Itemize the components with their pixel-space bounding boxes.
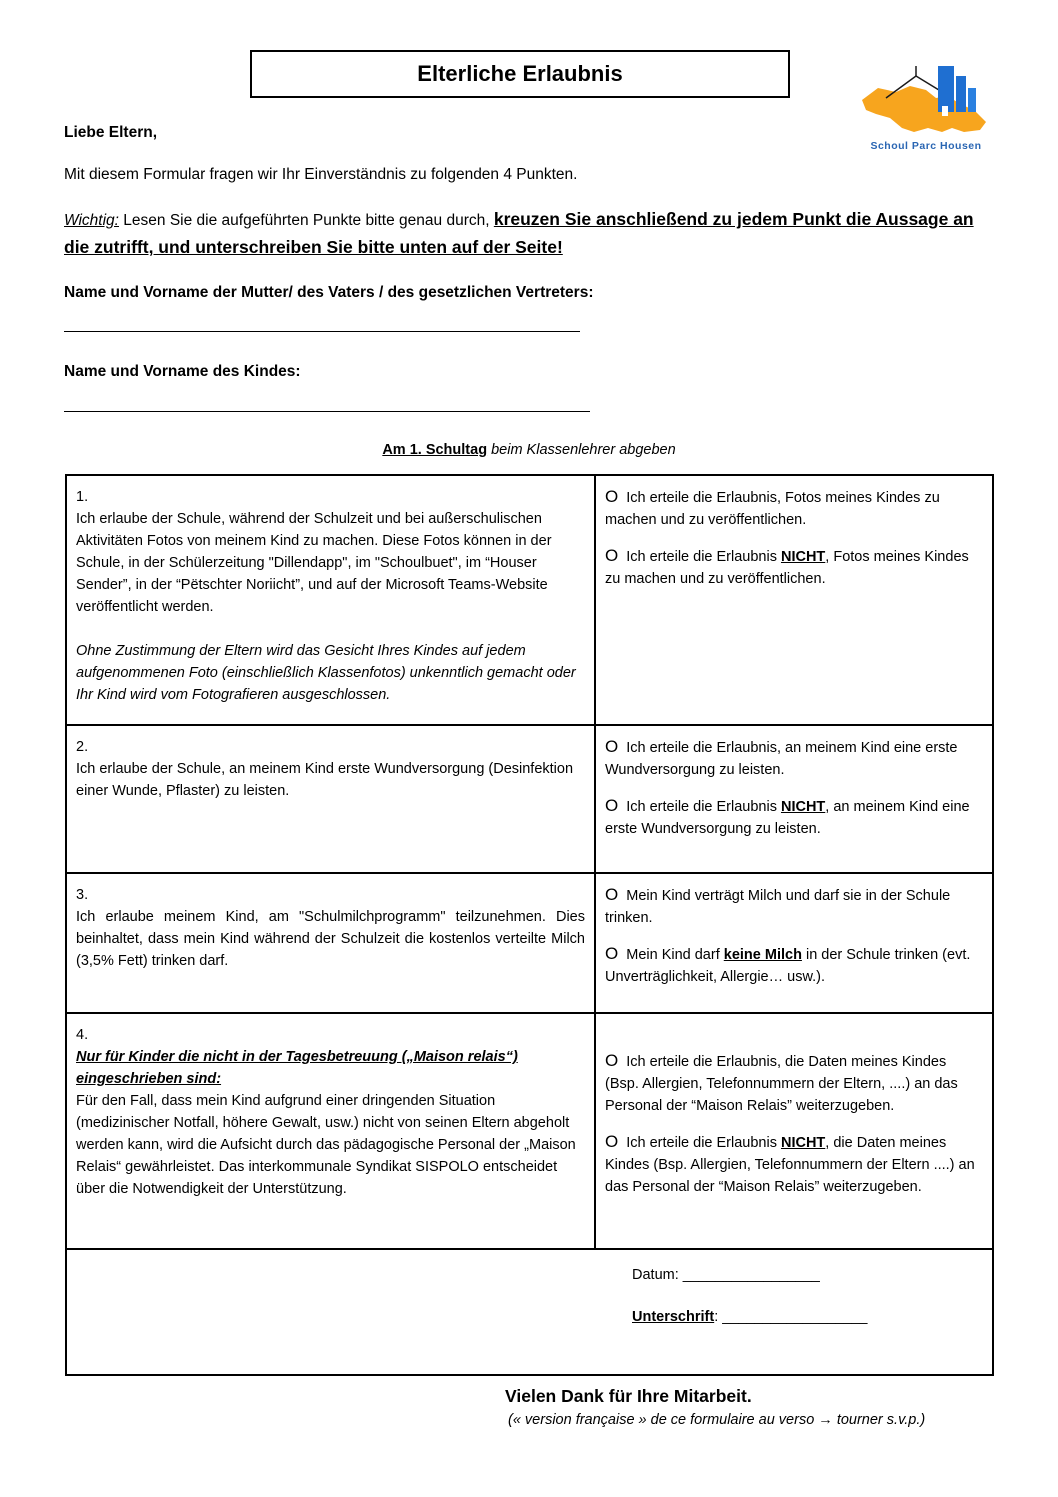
checkbox-circle-icon[interactable]: O (605, 1051, 619, 1070)
section-row (66, 873, 993, 1013)
signature-colon: : (714, 1309, 723, 1325)
option-no-rest: , an meinem Kind eine erste Wundversorgung zu leisten. (605, 799, 970, 837)
option-no-rest: , die Daten meines Kindes (Bsp. Allergien, Telefonnummern der Eltern ....) an das Personal der “Maison Relais” weiterzugeben. (605, 1135, 975, 1195)
deadline-note (0, 442, 1058, 458)
section-number: 2. (76, 739, 89, 755)
option-no[interactable] (605, 1131, 983, 1198)
section-description (66, 873, 595, 1013)
section-heading: Nur für Kinder die nicht in der Tagesbetreuung („Maison relais“) eingeschrieben sind: (76, 1049, 518, 1087)
important-notice (64, 206, 974, 262)
option-yes[interactable] (605, 486, 983, 531)
option-yes-text: Ich erteile die Erlaubnis, die Daten meines Kindes (Bsp. Allergien, Telefonnummern der Eltern, ....) an das Personal der “Maison Relais” weiterzugeben. (605, 1054, 958, 1114)
date-label: Datum: (632, 1267, 683, 1283)
section-text: Ich erlaube meinem Kind, am "Schulmilchprogramm" teilzunehmen. Dies beinhaltet, dass mein Kind während der Schulzeit die kostenlos verteilte Milch (3,5% Fett) trinken darf. (76, 909, 585, 969)
date-line[interactable]: _________________ (682, 1267, 820, 1283)
footer-french-note: (« version française » de ce formulaire au verso → tourner s.v.p.) (508, 1412, 926, 1428)
section-description (66, 475, 595, 725)
important-emphasis: kreuzen Sie anschließend zu jedem Punkt die Aussage an die zutrifft, und unterschreiben Sie bitte unten auf der Seite! (64, 209, 974, 257)
signature-row (66, 1249, 993, 1375)
signature-cell (66, 1249, 993, 1375)
signature-field[interactable] (632, 1306, 983, 1328)
option-no-text: Ich erteile die Erlaubnis (626, 799, 781, 815)
section-options (595, 725, 993, 873)
intro-text: Mit diesem Formular fragen wir Ihr Einverständnis zu folgenden 4 Punkten. (64, 166, 578, 183)
section-description (66, 725, 595, 873)
section-text: Ich erlaube der Schule, an meinem Kind erste Wundversorgung (Desinfektion einer Wunde, Pflaster) zu leisten. (76, 761, 574, 799)
option-no-key: NICHT (780, 799, 826, 815)
permission-table (65, 474, 994, 1376)
section-row (66, 725, 993, 873)
section-number: 4. (76, 1027, 89, 1043)
signature-line[interactable]: __________________ (722, 1309, 868, 1325)
parent-name-label: Name und Vorname der Mutter/ des Vaters / des gesetzlichen Vertreters: (64, 284, 594, 301)
signature-label: Unterschrift (632, 1309, 715, 1325)
section-note: Ohne Zustimmung der Eltern wird das Gesicht Ihres Kindes auf jedem aufgenommenen Foto (einschließlich Klassenfotos) unkenntlich gemacht oder Ihr Kind wird vom Fotografieren ausgeschlossen. (76, 643, 576, 703)
option-yes[interactable] (605, 884, 983, 929)
option-yes-text: Ich erteile die Erlaubnis, Fotos meines Kindes zu machen und zu veröffentlichen. (605, 490, 940, 528)
option-no-text: Ich erteile die Erlaubnis (626, 1135, 781, 1151)
deadline-rest: beim Klassenlehrer abgeben (487, 442, 676, 458)
option-no-text: Mein Kind darf (626, 947, 724, 963)
child-name-label: Name und Vorname des Kindes: (64, 363, 301, 380)
section-row (66, 475, 993, 725)
checkbox-circle-icon[interactable]: O (605, 1132, 619, 1151)
deadline-bold: Am 1. Schultag (382, 442, 488, 458)
option-no[interactable] (605, 545, 983, 590)
section-row (66, 1013, 993, 1249)
checkbox-circle-icon[interactable]: O (605, 487, 619, 506)
section-options (595, 475, 993, 725)
option-no[interactable] (605, 943, 983, 988)
greeting: Liebe Eltern, (64, 124, 158, 141)
checkbox-circle-icon[interactable]: O (605, 796, 619, 815)
section-text: Ich erlaube der Schule, während der Schulzeit und bei außerschulischen Aktivitäten Fotos von meinem Kind zu machen. Diese Fotos können in der Schule, in der Schülerzeitung "Dillendapp", im "Schoulbuet", im “Houser Sender”, in der “Pëtschter Noriicht”, und auf der Microsoft Teams-Website veröffentlicht werden. (76, 511, 552, 615)
option-no-rest: in der Schule trinken (evt. Unverträglichkeit, Allergie… usw.). (605, 947, 971, 985)
option-yes-text: Ich erteile die Erlaubnis, an meinem Kind eine erste Wundversorgung zu leisten. (605, 740, 958, 778)
checkbox-circle-icon[interactable]: O (605, 885, 619, 904)
important-label: Wichtig: (64, 212, 119, 229)
checkbox-circle-icon[interactable]: O (605, 546, 619, 565)
important-text: Lesen Sie die aufgeführten Punkte bitte genau durch, (118, 212, 494, 229)
section-text: Für den Fall, dass mein Kind aufgrund einer dringenden Situation (medizinischer Notfall, höhere Gewalt, usw.) nicht von seinen Eltern abgeholt werden kann, wird die Aufsicht durch das pädagogische Personal der „Maison Relais“ gewährleistet. Das interkommunale Syndikat SISPOLO entscheidet über die Notwendigkeit der Unterstützung. (76, 1093, 576, 1197)
option-no[interactable] (605, 795, 983, 840)
option-no-text: Ich erteile die Erlaubnis (626, 549, 781, 565)
logo-text: Schoul Parc Housen (870, 140, 982, 152)
footer-thanks: Vielen Dank für Ihre Mitarbeit. (505, 1386, 752, 1406)
option-no-key: NICHT (780, 549, 826, 565)
option-no-key: NICHT (780, 1135, 826, 1151)
option-yes[interactable] (605, 736, 983, 781)
child-name-line[interactable] (64, 411, 590, 412)
section-options (595, 873, 993, 1013)
parent-name-line[interactable] (64, 331, 580, 332)
section-options (595, 1013, 993, 1249)
option-yes-text: Mein Kind verträgt Milch und darf sie in der Schule trinken. (605, 888, 951, 926)
section-description (66, 1013, 595, 1249)
date-field[interactable] (632, 1264, 983, 1286)
section-number: 1. (76, 489, 89, 505)
form-title: Elterliche Erlaubnis (250, 50, 790, 98)
option-no-key: keine Milch (723, 947, 802, 963)
option-no-rest: , Fotos meines Kindes zu machen und zu veröffentlichen. (605, 549, 969, 587)
checkbox-circle-icon[interactable]: O (605, 944, 619, 963)
section-number: 3. (76, 887, 89, 903)
option-yes[interactable] (605, 1050, 983, 1117)
checkbox-circle-icon[interactable]: O (605, 737, 619, 756)
